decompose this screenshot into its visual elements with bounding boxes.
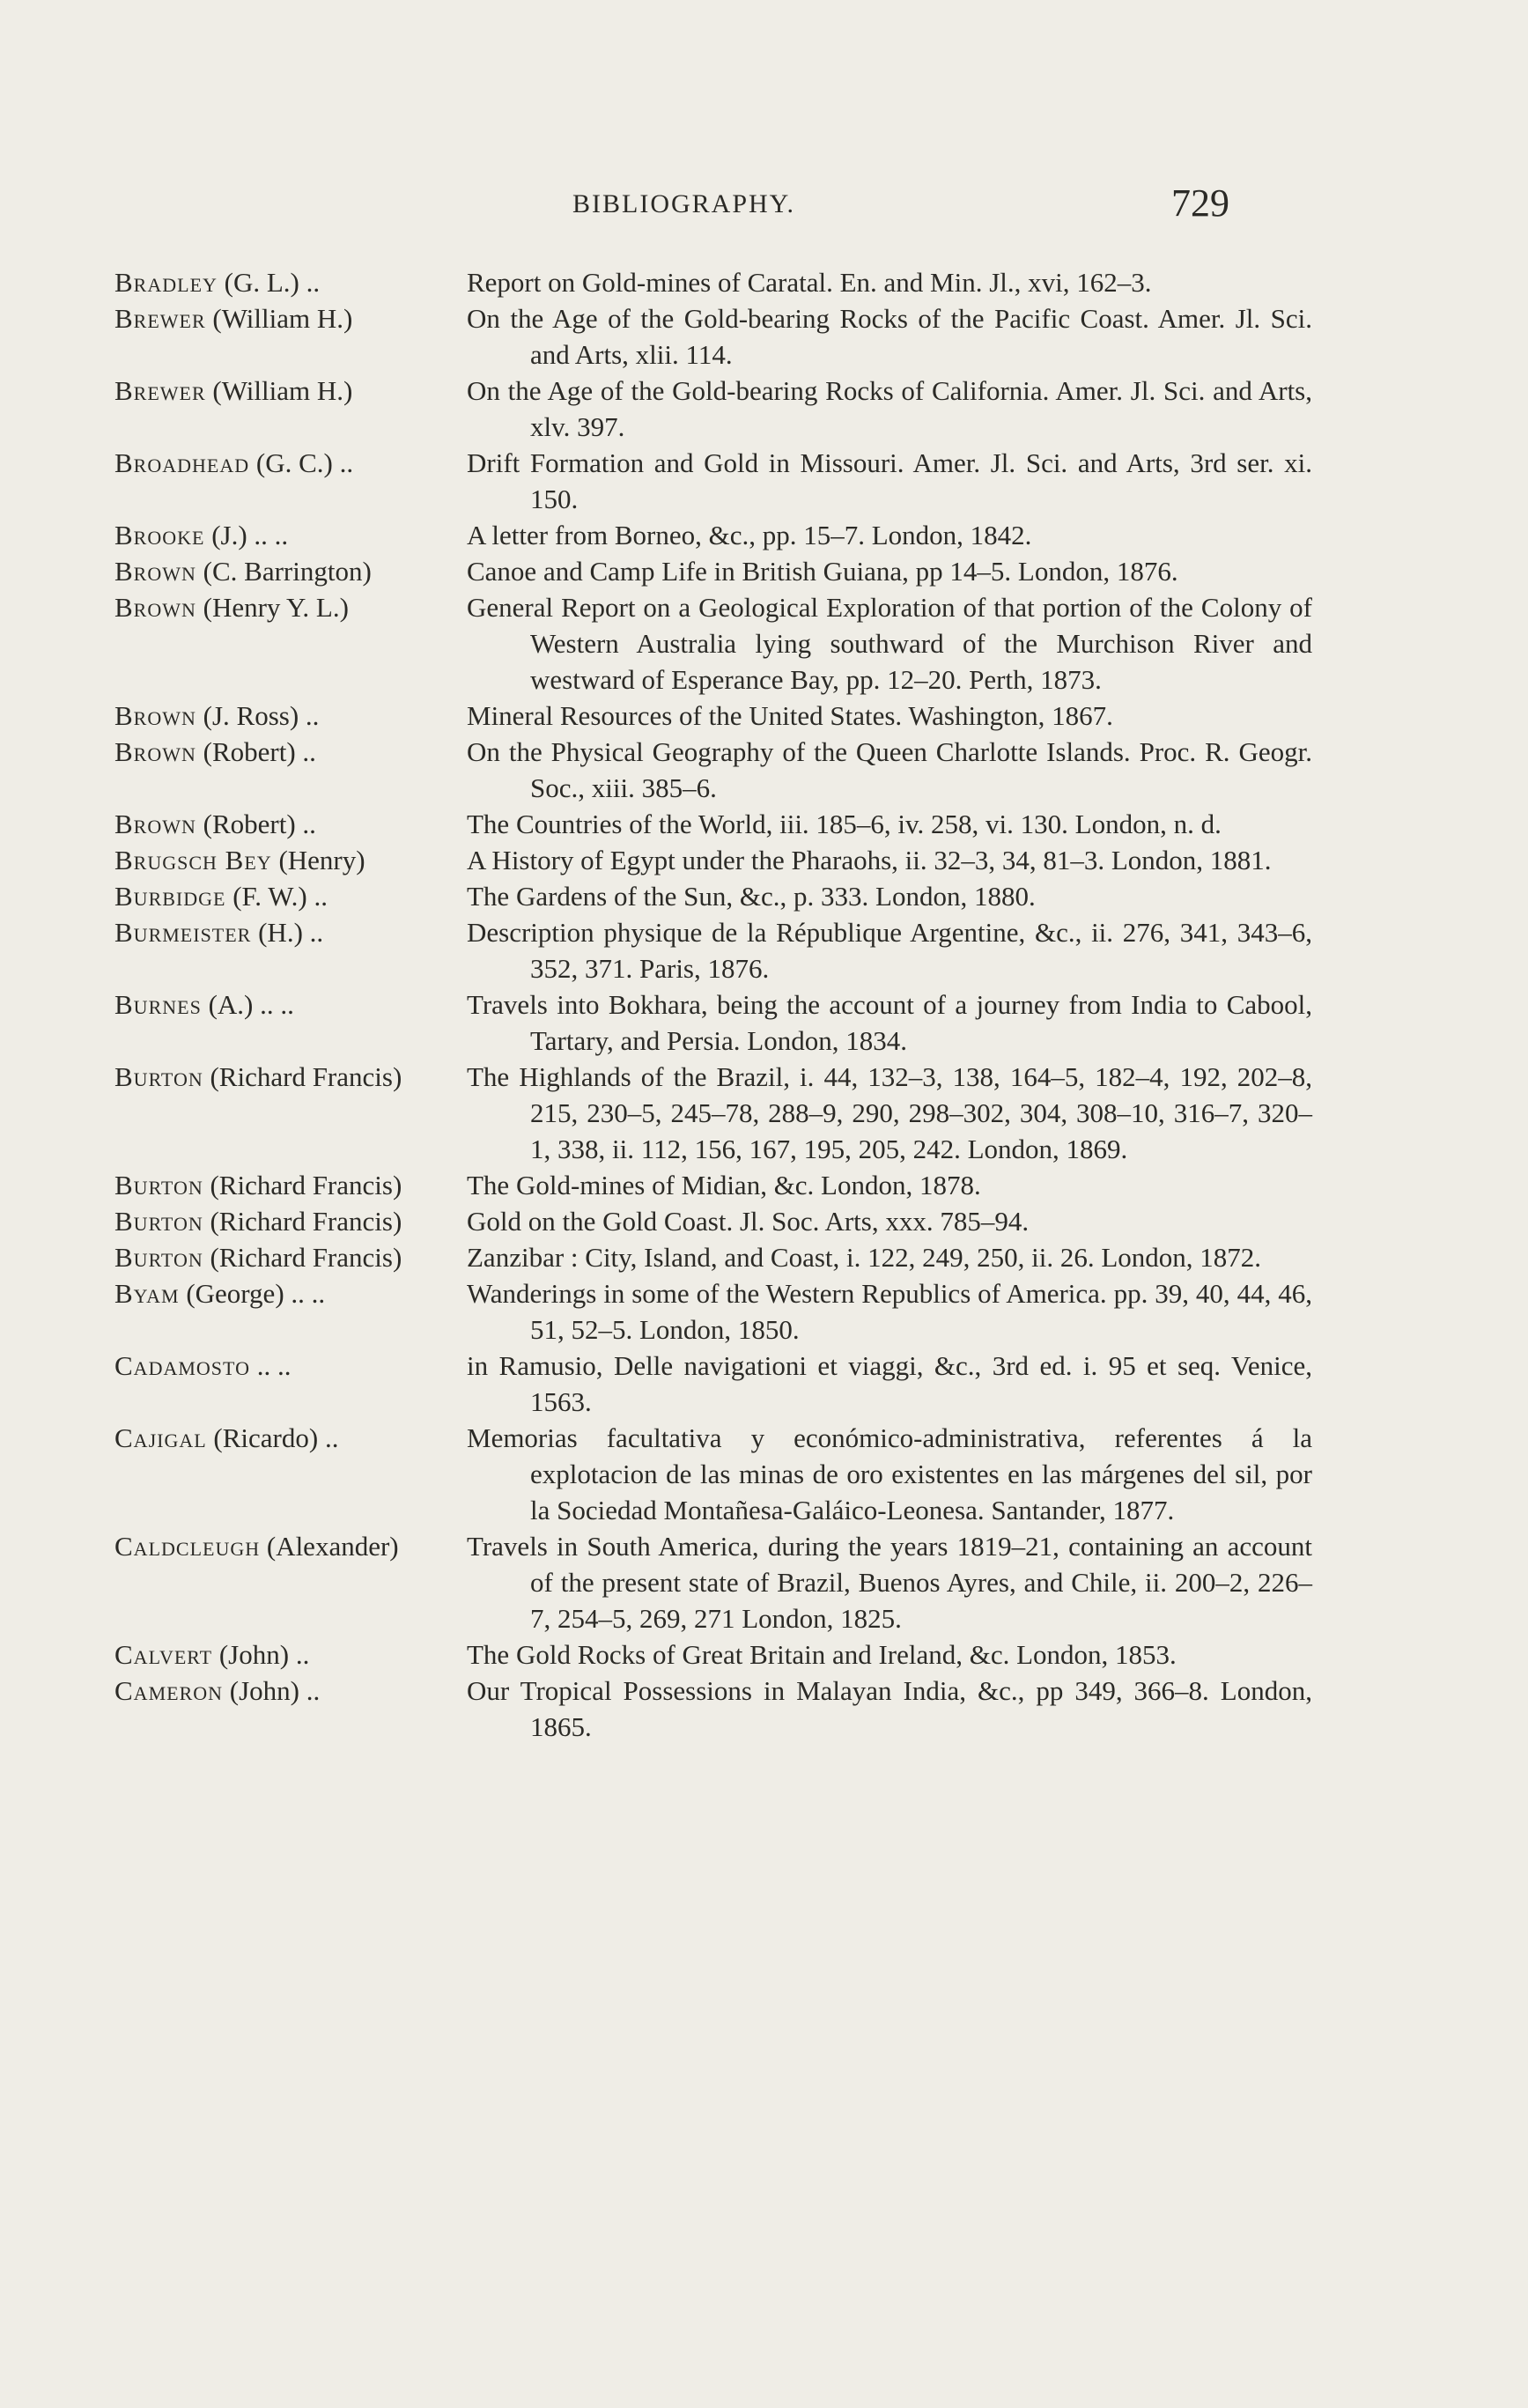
entry-author: [114, 734, 467, 770]
bibliography-entry: [114, 1239, 1312, 1275]
entry-author: [114, 1673, 467, 1709]
bibliography-entry: [114, 445, 1312, 517]
entry-description: On the Age of the Gold-bearing Rocks of the Pacific Coast. Amer. Jl. Sci. and Arts, xlii. 114.: [467, 303, 1312, 370]
entry-author: [114, 806, 467, 842]
author-details: (Richard Francis): [203, 1061, 402, 1092]
entry-author: [114, 1059, 467, 1095]
author-details: (Robert) ..: [196, 809, 316, 839]
page-number: 729: [1171, 181, 1229, 225]
entry-author: [114, 914, 467, 950]
author-surname: Calvert: [114, 1639, 213, 1670]
entry-author: [114, 589, 467, 625]
entry-author: [114, 1348, 467, 1384]
author-details: (Henry Y. L.): [196, 592, 349, 623]
entry-description: On the Age of the Gold-bearing Rocks of California. Amer. Jl. Sci. and Arts, xlv. 397.: [467, 375, 1312, 442]
author-surname: Brewer: [114, 303, 206, 334]
bibliography-entry: [114, 1275, 1312, 1348]
author-surname: Byam: [114, 1278, 180, 1309]
bibliography-entry: [114, 589, 1312, 698]
entry-description: The Highlands of the Brazil, i. 44, 132–3, 138, 164–5, 182–4, 192, 202–8, 215, 230–5, 245–78, 288–9, 290, 298–302, 304, 308–10, 316–7, 320–1, 338, ii. 112, 156, 167, 195, 205, 242. London, 1869.: [467, 1061, 1312, 1164]
entry-author: [114, 373, 467, 409]
entry-description: General Report on a Geological Exploration of that portion of the Colony of Western Australia lying southward of the Murchison River and westward of Esperance Bay, pp. 12–20. Perth, 1873.: [467, 592, 1312, 695]
entry-description: Wanderings in some of the Western Republics of America. pp. 39, 40, 44, 46, 51, 52–5. London, 1850.: [467, 1278, 1312, 1345]
author-surname: Burton: [114, 1061, 203, 1092]
bibliography-entry: [114, 878, 1312, 914]
entry-description: in Ramusio, Delle navigationi et viaggi, &c., 3rd ed. i. 95 et seq. Venice, 1563.: [467, 1350, 1312, 1417]
author-details: (Henry): [271, 845, 365, 875]
entry-author: [114, 1636, 467, 1673]
bibliography-entry: [114, 373, 1312, 445]
bibliography-entry: [114, 698, 1312, 734]
entry-description: A History of Egypt under the Pharaohs, ii. 32–3, 34, 81–3. London, 1881.: [467, 845, 1272, 875]
author-details: (Ricardo) ..: [206, 1422, 339, 1453]
bibliography-entry: [114, 1420, 1312, 1528]
bibliography-entry: [114, 986, 1312, 1059]
author-details: (G. L.) ..: [217, 267, 321, 298]
author-surname: Cadamosto: [114, 1350, 250, 1381]
author-details: (William H.): [205, 375, 353, 406]
author-details: (J.) .. ..: [204, 520, 289, 550]
bibliography-entry: [114, 553, 1312, 589]
entry-author: [114, 264, 467, 300]
author-surname: Cajigal: [114, 1422, 207, 1453]
author-details: (George) .. ..: [179, 1278, 326, 1309]
author-surname: Brown: [114, 592, 196, 623]
entry-description: Gold on the Gold Coast. Jl. Soc. Arts, xxx. 785–94.: [467, 1206, 1030, 1237]
entry-description: Description physique de la République Argentine, &c., ii. 276, 341, 343–6, 352, 371. Paris, 1876.: [467, 917, 1312, 984]
bibliography-entry: [114, 1203, 1312, 1239]
entry-author: [114, 1167, 467, 1203]
entry-description: Zanzibar : City, Island, and Coast, i. 122, 249, 250, ii. 26. London, 1872.: [467, 1242, 1262, 1273]
author-surname: Brugsch Bey: [114, 845, 272, 875]
author-details: (John) ..: [223, 1675, 321, 1706]
author-surname: Brown: [114, 700, 196, 731]
entry-author: [114, 300, 467, 336]
bibliography-entry: [114, 1167, 1312, 1203]
entry-description: Travels into Bokhara, being the account of a journey from India to Cabool, Tartary, and Persia. London, 1834.: [467, 989, 1312, 1056]
entry-author: [114, 1239, 467, 1275]
bibliography-list: [114, 264, 1312, 1745]
bibliography-entry: [114, 1059, 1312, 1167]
page-header: [0, 181, 1528, 233]
entry-author: [114, 842, 467, 878]
entry-description: Report on Gold-mines of Caratal. En. and Min. Jl., xvi, 162–3.: [467, 267, 1152, 298]
entry-description: Canoe and Camp Life in British Guiana, pp 14–5. London, 1876.: [467, 556, 1178, 587]
entry-author: [114, 1528, 467, 1564]
bibliography-entry: [114, 1636, 1312, 1673]
entry-author: [114, 553, 467, 589]
author-surname: Brown: [114, 736, 196, 767]
entry-description: The Gold Rocks of Great Britain and Ireland, &c. London, 1853.: [467, 1639, 1177, 1670]
author-details: (Richard Francis): [203, 1242, 402, 1273]
author-details: (John) ..: [212, 1639, 310, 1670]
author-surname: Burmeister: [114, 917, 252, 948]
bibliography-entry: [114, 914, 1312, 986]
entry-description: A letter from Borneo, &c., pp. 15–7. London, 1842.: [467, 520, 1032, 550]
author-details: (Robert) ..: [196, 736, 316, 767]
entry-description: The Gardens of the Sun, &c., p. 333. London, 1880.: [467, 881, 1036, 912]
entry-description: On the Physical Geography of the Queen Charlotte Islands. Proc. R. Geogr. Soc., xiii. 385–6.: [467, 736, 1312, 803]
entry-description: The Gold-mines of Midian, &c. London, 1878.: [467, 1170, 981, 1200]
bibliography-entry: [114, 806, 1312, 842]
author-details: (G. C.) ..: [249, 447, 354, 478]
bibliography-entry: [114, 264, 1312, 300]
entry-description: Memorias facultativa y económico-administrativa, referentes á la explotacion de las minas de oro existentes en las márgenes del sil, por la Sociedad Montañesa-Galáico-Leonesa. Santander, 1877.: [467, 1422, 1312, 1525]
author-surname: Brown: [114, 809, 196, 839]
entry-author: [114, 1203, 467, 1239]
entry-author: [114, 878, 467, 914]
entry-description: Drift Formation and Gold in Missouri. Amer. Jl. Sci. and Arts, 3rd ser. xi. 150.: [467, 447, 1312, 514]
author-surname: Burbidge: [114, 881, 226, 912]
entry-author: [114, 698, 467, 734]
entry-description: Mineral Resources of the United States. Washington, 1867.: [467, 700, 1113, 731]
author-details: (F. W.) ..: [225, 881, 328, 912]
author-surname: Burton: [114, 1170, 203, 1200]
author-details: (H.) ..: [251, 917, 324, 948]
entry-author: [114, 445, 467, 481]
entry-description: Our Tropical Possessions in Malayan India, &c., pp 349, 366–8. London, 1865.: [467, 1675, 1312, 1742]
entry-description: Travels in South America, during the years 1819–21, containing an account of the present state of Brazil, Buenos Ayres, and Chile, ii. 200–2, 226–7, 254–5, 269, 271 London, 1825.: [467, 1531, 1312, 1634]
author-surname: Broadhead: [114, 447, 250, 478]
entry-author: [114, 1275, 467, 1311]
entry-author: [114, 517, 467, 553]
author-details: (William H.): [205, 303, 353, 334]
bibliography-entry: [114, 1348, 1312, 1420]
author-details: (C. Barrington): [196, 556, 372, 587]
entry-author: [114, 1420, 467, 1456]
bibliography-entry: [114, 842, 1312, 878]
author-details: (Richard Francis): [203, 1206, 402, 1237]
author-details: (A.) .. ..: [201, 989, 294, 1020]
author-surname: Burnes: [114, 989, 202, 1020]
author-details: (Richard Francis): [203, 1170, 402, 1200]
author-surname: Brooke: [114, 520, 205, 550]
author-surname: Brown: [114, 556, 196, 587]
author-surname: Brewer: [114, 375, 206, 406]
author-surname: Burton: [114, 1206, 203, 1237]
author-details: (Alexander): [260, 1531, 399, 1562]
author-surname: Cameron: [114, 1675, 224, 1706]
entry-author: [114, 986, 467, 1023]
running-title: BIBLIOGRAPHY.: [572, 189, 795, 218]
bibliography-entry: [114, 734, 1312, 806]
author-details: .. ..: [249, 1350, 292, 1381]
author-surname: Bradley: [114, 267, 218, 298]
author-surname: Caldcleugh: [114, 1531, 261, 1562]
bibliography-entry: [114, 517, 1312, 553]
bibliography-entry: [114, 300, 1312, 373]
bibliography-entry: [114, 1528, 1312, 1636]
entry-description: The Countries of the World, iii. 185–6, iv. 258, vi. 130. London, n. d.: [467, 809, 1222, 839]
author-details: (J. Ross) ..: [196, 700, 320, 731]
author-surname: Burton: [114, 1242, 203, 1273]
bibliography-entry: [114, 1673, 1312, 1745]
